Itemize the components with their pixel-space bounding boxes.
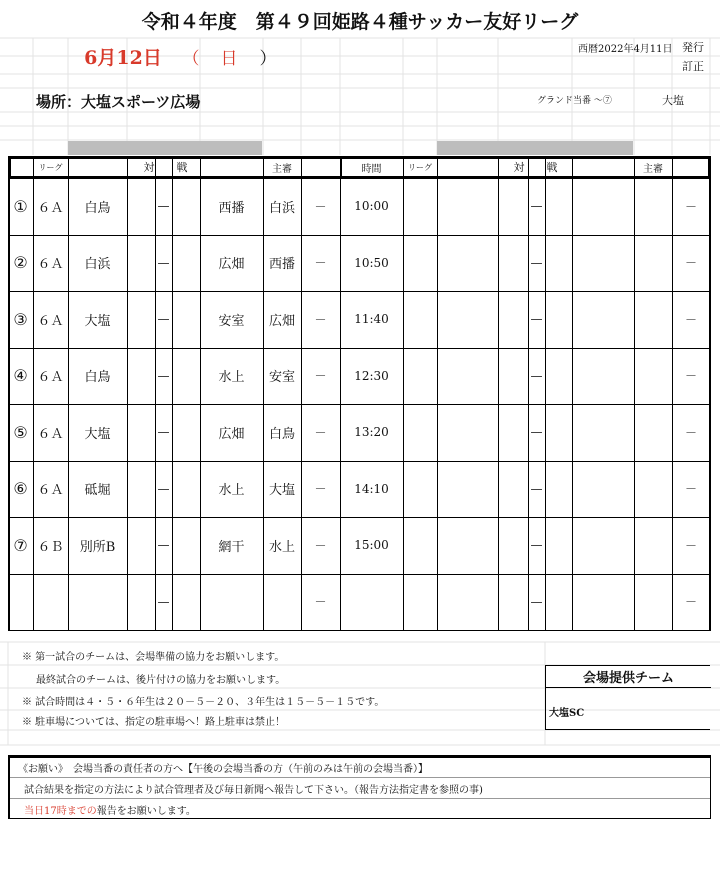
match-time: 11:40 [354,312,389,327]
revision-label: 訂正 [682,60,704,73]
weekday-paren-close: ） [259,48,277,69]
note-match-time: ※ 試合時間は４・５・６年生は２０－５－２０、３年生は１５－５－１５です。 [22,697,385,708]
grid-line [403,156,404,630]
grid-line [545,156,546,630]
match-away-team: 広畑 [218,426,245,442]
referee-dash: － [684,199,697,214]
referee-dash: － [684,595,697,610]
match-time: 12:30 [354,368,389,383]
match-number: ⑥ [13,479,28,499]
versus-dash: — [157,312,170,327]
match-league: ６Ａ [37,426,64,442]
request-deadline: 当日17時までの [24,806,97,817]
match-number: ① [13,196,28,216]
grid-line [634,156,635,630]
match-league [33,574,68,631]
grid-line [8,630,711,631]
left-gray-bar [68,141,262,155]
referee-dash: － [314,256,327,271]
match-home-team: 砥堀 [84,483,111,499]
match-home-team: 白鳥 [84,370,111,386]
note-cleanup: 最終試合のチームは、後片付けの協力をお願いします。 [36,675,286,686]
match-number: ② [13,253,28,273]
versus-dash: — [157,425,170,440]
match-away-team: 安室 [218,313,245,329]
versus-dash: — [157,199,170,214]
issued-label: 発行 [682,41,704,54]
match-league: ６Ａ [37,200,64,216]
request-line3-rest: 報告をお願いします。 [96,806,196,817]
ground-duty-label: グランド当番 ～⑦ [537,96,612,106]
referee-dash: － [314,425,327,440]
match-away-team [200,574,263,631]
referee-dash: － [684,369,697,384]
venue-label: 場所：大塩スポーツ広場 [36,93,201,111]
referee-dash: － [684,312,697,327]
grid-line [572,156,573,630]
match-time: 10:50 [354,255,389,270]
match-number: ③ [13,309,28,329]
match-away-team: 水上 [218,370,245,386]
versus-dash: — [157,255,170,270]
referee-dash: － [314,369,327,384]
match-number [8,574,33,631]
grid-line [172,156,173,630]
referee-dash: － [684,256,697,271]
match-referee: 安室 [268,370,295,386]
match-away-team: 網干 [218,539,245,555]
versus-dash: — [157,368,170,383]
request-line2: 試合結果を指定の方法により試合管理者及び毎日新聞へ報告して下さい。（報告方法指定書を参照の事) [24,785,483,796]
match-referee: 広畑 [268,313,295,329]
weekday-paren-open: （ [182,48,200,69]
versus-dash: — [530,255,543,270]
match-league: ６Ｂ [37,539,64,555]
column-header: 主審 [643,163,663,175]
match-league: ６Ａ [37,370,64,386]
versus-dash: — [530,481,543,496]
request-line1: 《お願い》 会場当番の責任者の方へ【午後の会場当番の方（午前のみは午前の会場当番）】 [18,764,428,775]
match-date: 6月12日 [84,46,162,69]
referee-dash: － [314,538,327,553]
referee-dash: － [314,595,327,610]
match-time: 15:00 [354,538,389,553]
weekday: 日 [220,48,238,69]
versus-dash: — [530,312,543,327]
referee-dash: － [314,482,327,497]
note-parking: ※ 駐車場については、指定の駐車場へ！路上駐車は禁止！ [22,717,285,728]
match-away-team: 水上 [218,483,245,499]
grid-line [127,156,128,630]
referee-dash: － [314,312,327,327]
venue-team-name: 大塩SC [549,708,585,719]
match-home-team: 別所B [79,539,116,555]
versus-dash: — [157,481,170,496]
match-number: ⑤ [13,422,28,442]
venue-team-box [545,665,710,730]
match-away-team: 西播 [218,200,245,216]
match-referee [263,574,301,631]
match-referee: 白浜 [268,200,295,216]
issued-date: 西暦2022年4月11日 [578,44,673,55]
request-box [8,755,711,819]
column-header: 対 戦 [513,161,558,174]
column-header: リーグ [408,162,432,172]
request-line3 [24,802,196,817]
versus-dash: — [530,199,543,214]
column-header: 時間 [361,163,382,175]
column-header: 対 戦 [143,161,188,174]
referee-dash: － [684,538,697,553]
match-home-team: 白浜 [84,257,111,273]
match-referee: 水上 [268,539,295,555]
grid-line [498,156,499,630]
referee-dash: － [684,482,697,497]
match-home-team: 大塩 [84,426,111,442]
versus-dash: — [530,594,543,609]
venue-team-label: 会場提供チーム [546,666,711,688]
match-time: 14:10 [354,481,389,496]
right-gray-bar [437,141,633,155]
match-referee: 白鳥 [268,426,295,442]
page-title: 令和４年度 第４９回姫路４種サッカー友好リーグ [141,10,579,33]
referee-dash: － [314,199,327,214]
versus-dash: — [157,538,170,553]
versus-dash: — [530,425,543,440]
grid-line [437,156,438,630]
column-header: 主審 [272,163,292,175]
match-home-team: 大塩 [84,313,111,329]
match-home-team: 白鳥 [84,200,111,216]
match-number: ⑦ [13,535,28,555]
column-header: リーグ [38,162,63,172]
versus-dash: — [530,538,543,553]
match-league: ６Ａ [37,257,64,273]
match-league: ６Ａ [37,313,64,329]
match-time: 10:00 [354,199,389,214]
note-setup: ※ 第一試合のチームは、会場準備の協力をお願いします。 [22,652,285,663]
match-league: ６Ａ [37,483,64,499]
match-home-team [68,574,127,631]
match-away-team: 広畑 [218,257,245,273]
match-referee: 大塩 [268,483,295,499]
versus-dash: — [157,594,170,609]
match-time: 13:20 [354,425,389,440]
versus-dash: — [530,368,543,383]
referee-dash: － [684,425,697,440]
ground-duty-team: 大塩 [662,94,684,107]
match-time [340,574,403,631]
match-referee: 西播 [268,257,295,273]
match-number: ④ [13,366,28,386]
